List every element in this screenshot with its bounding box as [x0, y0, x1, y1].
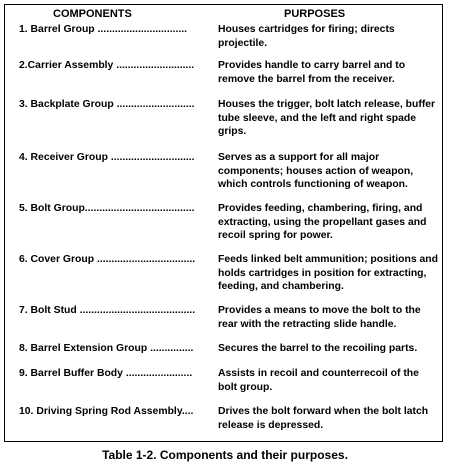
- components-column-header: COMPONENTS: [53, 8, 132, 20]
- component-purpose: Provides feeding, chambering, firing, and extracting, using the propellant gases and recoil spring for power.: [218, 203, 427, 242]
- component-purpose: Provides handle to carry barrel and to remove the barrel from the receiver.: [218, 60, 406, 85]
- component-name: 9. Barrel Buffer Body .......................: [19, 368, 193, 379]
- purposes-column-header: PURPOSES: [284, 8, 346, 20]
- component-name: 5. Bolt Group......................................: [19, 203, 195, 214]
- component-purpose: Houses cartridges for firing; directs projectile.: [218, 24, 395, 49]
- component-purpose: Houses the trigger, bolt latch release, buffer tube sleeve, and the left and right spade grips.: [218, 99, 436, 138]
- component-purpose: Assists in recoil and counterrecoil of the bolt group.: [218, 368, 419, 393]
- component-name: 2.Carrier Assembly ...........................: [19, 60, 195, 71]
- component-name: 10. Driving Spring Rod Assembly....: [19, 406, 194, 417]
- component-purpose: Feeds linked belt ammunition; positions and holds cartridges in position for extracting, feeding, and chambering.: [218, 254, 438, 293]
- table-header: [5, 8, 442, 24]
- component-name: 8. Barrel Extension Group ...............: [19, 343, 194, 354]
- component-name: 1. Barrel Group ...............................: [19, 24, 188, 35]
- component-name: 3. Backplate Group ...........................: [19, 99, 195, 110]
- component-name: 6. Cover Group ..................................: [19, 254, 196, 265]
- component-name: 4. Receiver Group .............................: [19, 152, 195, 163]
- component-purpose: Secures the barrel to the recoiling parts.: [218, 343, 418, 354]
- component-purpose: Provides a means to move the bolt to the rear with the retracting slide handle.: [218, 305, 421, 330]
- component-purpose: Serves as a support for all major components; houses action of weapon, which controls functioning of weapon.: [218, 152, 414, 191]
- component-purpose: Drives the bolt forward when the bolt latch release is depressed.: [218, 406, 429, 431]
- table-caption: Table 1-2. Components and their purposes.: [102, 448, 348, 462]
- component-name: 7. Bolt Stud ........................................: [19, 305, 196, 316]
- components-table: [4, 4, 443, 442]
